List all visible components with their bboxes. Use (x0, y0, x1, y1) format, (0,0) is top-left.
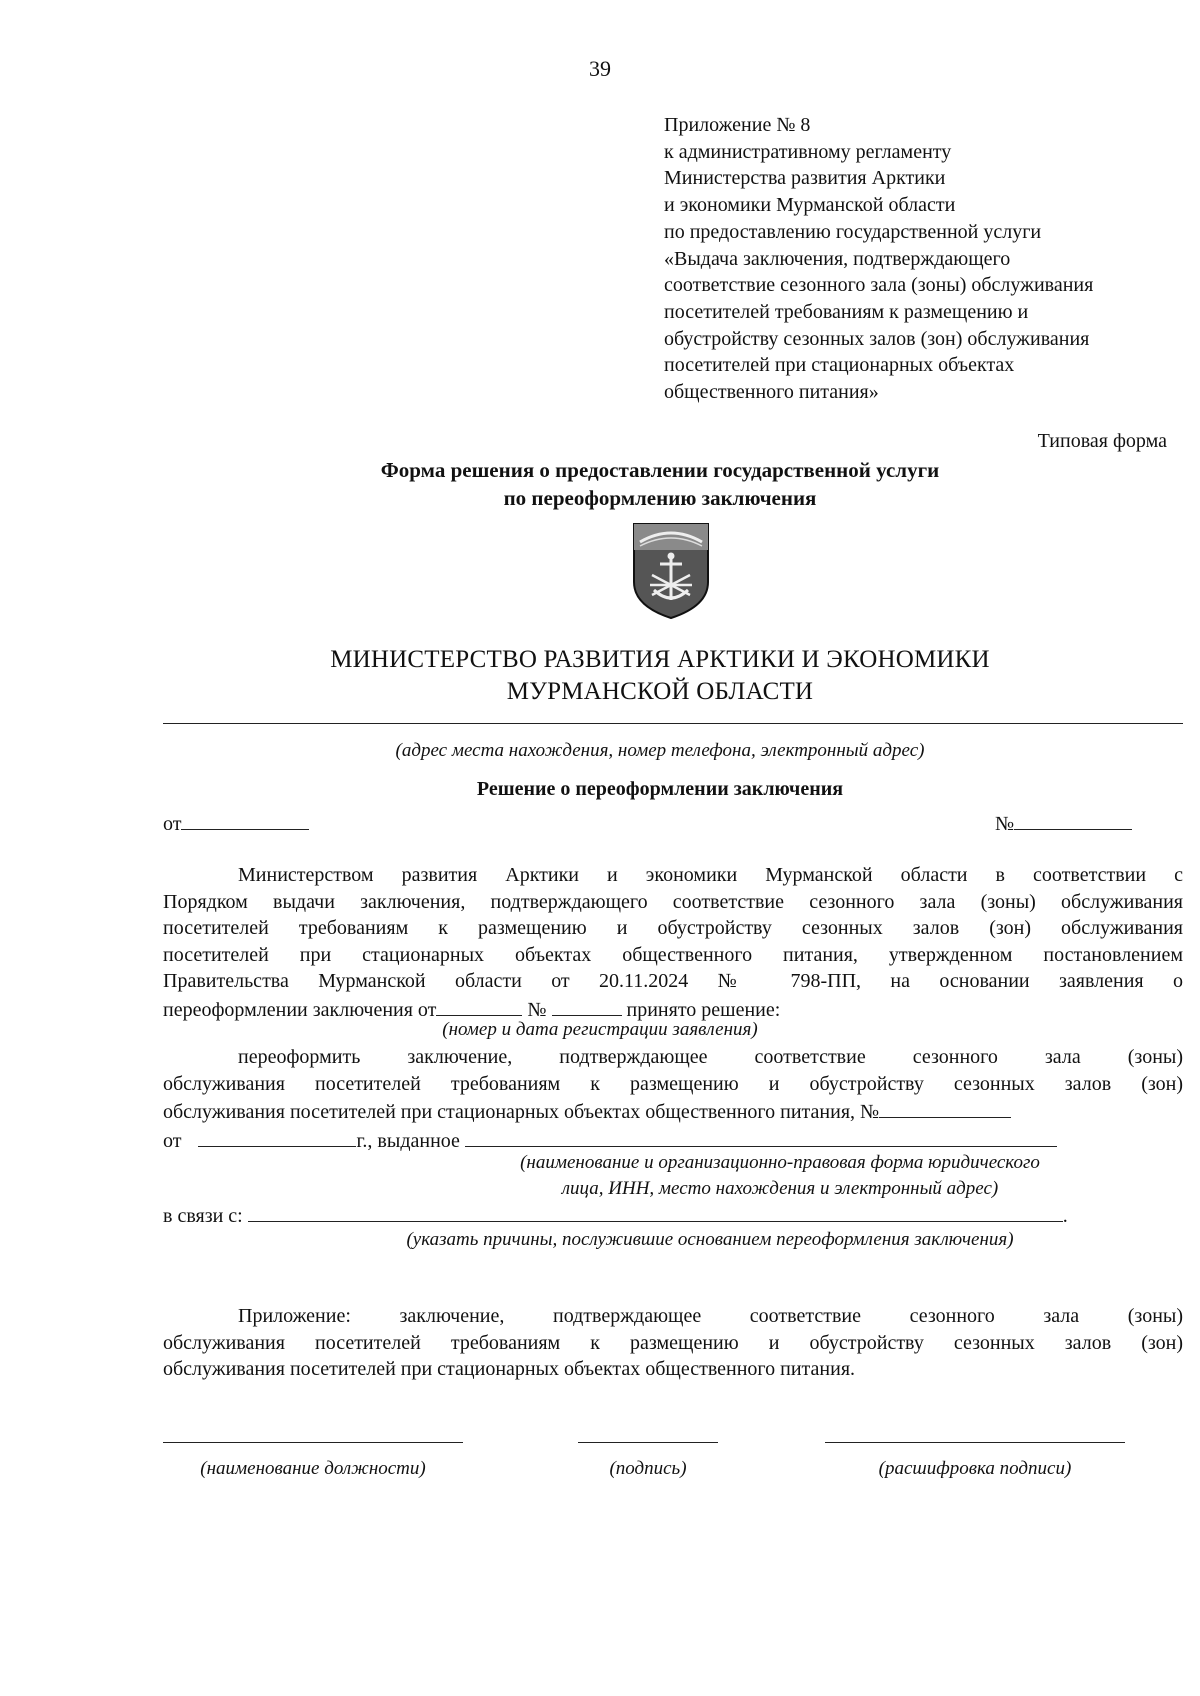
appendix-line: и экономики Мурманской области (664, 194, 956, 217)
legal-entity-caption (430, 1150, 1130, 1202)
decision-number-row (995, 809, 1132, 838)
reason-blank (248, 1201, 1063, 1222)
paragraph-line: посетителей требованиям к размещению и обустройству сезонных залов (зон) обслуживания (163, 917, 1183, 939)
ministry-line2: МУРМАНСКОЙ ОБЛАСТИ (506, 678, 814, 705)
appendix-line: к административному регламенту (664, 140, 952, 163)
signature-line (578, 1442, 718, 1443)
reissue-paragraph (163, 1044, 1183, 1154)
appendix-line: обустройству сезонных залов (зон) обслуживания (664, 327, 1090, 350)
name-caption: (расшифровка подписи) (878, 1458, 1072, 1479)
address-caption: (адрес места нахождения, номер телефона, электронный адрес) (395, 740, 925, 761)
conclusion-number-text: обслуживания посетителей при стационарных объектах общественного питания, № (163, 1101, 880, 1123)
paragraph-line: посетителей при стационарных объектах общественного питания, утвержденном постановлением (163, 943, 1183, 966)
form-type-label: Типовая форма (1037, 430, 1167, 452)
conclusion-date-label: от (163, 1129, 182, 1152)
document-title-line2: по переоформлению заключения (503, 486, 817, 510)
appendix-line: по предоставлению государственной услуги (664, 220, 1042, 243)
page-number: 39 (589, 56, 611, 81)
appendix-line: посетителей требованиям к размещению и (664, 300, 1029, 323)
legal-entity-caption-line: лица, ИНН, место нахождения и электронный адрес) (561, 1178, 999, 1199)
reason-row (163, 1201, 1068, 1230)
paragraph-line: переоформить заключение, подтверждающее соответствие сезонного зала (зоны) (238, 1046, 1183, 1068)
number-label: № (995, 813, 1015, 835)
decision-made-label: принято решение: (626, 998, 781, 1021)
appendix-line: соответствие сезонного зала (зоны) обслуживания (664, 274, 1094, 297)
application-caption: (номер и дата регистрации заявления) (442, 1019, 758, 1040)
reason-label: в связи с: (163, 1205, 243, 1227)
from-label: от (163, 813, 182, 835)
header-rule (163, 723, 1183, 724)
appendix-block (664, 112, 1093, 406)
signature-caption: (подпись) (609, 1458, 687, 1479)
appendix-line: общественного питания» (664, 381, 879, 404)
document-title (0, 456, 1200, 512)
murmansk-region-coat-of-arms-icon (630, 520, 712, 620)
attachment-line: Приложение: заключение, подтверждающее соответствие сезонного зала (зоны) (238, 1305, 1183, 1327)
attachment-line: обслуживания посетителей требованиям к размещению и обустройству сезонных залов (зон) (163, 1331, 1183, 1354)
decision-paragraph (163, 862, 1183, 1023)
legal-entity-caption-line: (наименование и организационно-правовая форма юридического (520, 1152, 1040, 1173)
conclusion-date-blank (198, 1126, 356, 1147)
application-date-label: переоформлении заключения от (163, 998, 437, 1021)
paragraph-line: Министерством развития Арктики и экономики Мурманской области в соответствии с (238, 864, 1183, 886)
paragraph-line: Правительства Мурманской области от 20.11.2024 № 798-ПП, на основании заявления о (163, 970, 1183, 992)
appendix-line: Приложение № 8 (664, 114, 811, 136)
appendix-line: «Выдача заключения, подтверждающего (664, 247, 1011, 270)
issued-to-blank (465, 1126, 1057, 1147)
paragraph-line (163, 1097, 1183, 1126)
number-blank (1014, 809, 1132, 830)
application-number-label: № (527, 998, 547, 1021)
position-line (163, 1442, 463, 1443)
application-date-blank (436, 995, 522, 1016)
decision-title: Решение о переоформлении заключения (476, 778, 844, 800)
appendix-line: Министерства развития Арктики (664, 167, 946, 190)
paragraph-line: обслуживания посетителей требованиям к размещению и обустройству сезонных залов (зон) (163, 1072, 1183, 1095)
date-blank (181, 809, 309, 830)
application-number-blank (552, 995, 622, 1016)
decision-date-row (163, 809, 309, 838)
attachment-line: обслуживания посетителей при стационарных объектах общественного питания. (163, 1358, 856, 1380)
conclusion-number-blank (879, 1097, 1011, 1118)
attachment-paragraph (163, 1303, 1183, 1383)
reason-end: . (1062, 1205, 1068, 1227)
appendix-line: посетителей при стационарных объектах (664, 354, 1015, 377)
document-title-line1: Форма решения о предоставлении государственной услуги (380, 458, 940, 482)
position-caption: (наименование должности) (200, 1458, 426, 1479)
reason-caption: (указать причины, послужившие основанием переоформления заключения) (406, 1229, 1014, 1250)
ministry-line1: МИНИСТЕРСТВО РАЗВИТИЯ АРКТИКИ И ЭКОНОМИКИ (330, 646, 990, 673)
name-line (825, 1442, 1125, 1443)
issued-label: г., выданное (356, 1129, 460, 1152)
paragraph-line: Порядком выдачи заключения, подтверждающего соответствие сезонного зала (зоны) обслуживания (163, 890, 1183, 913)
ministry-header (0, 644, 1200, 708)
